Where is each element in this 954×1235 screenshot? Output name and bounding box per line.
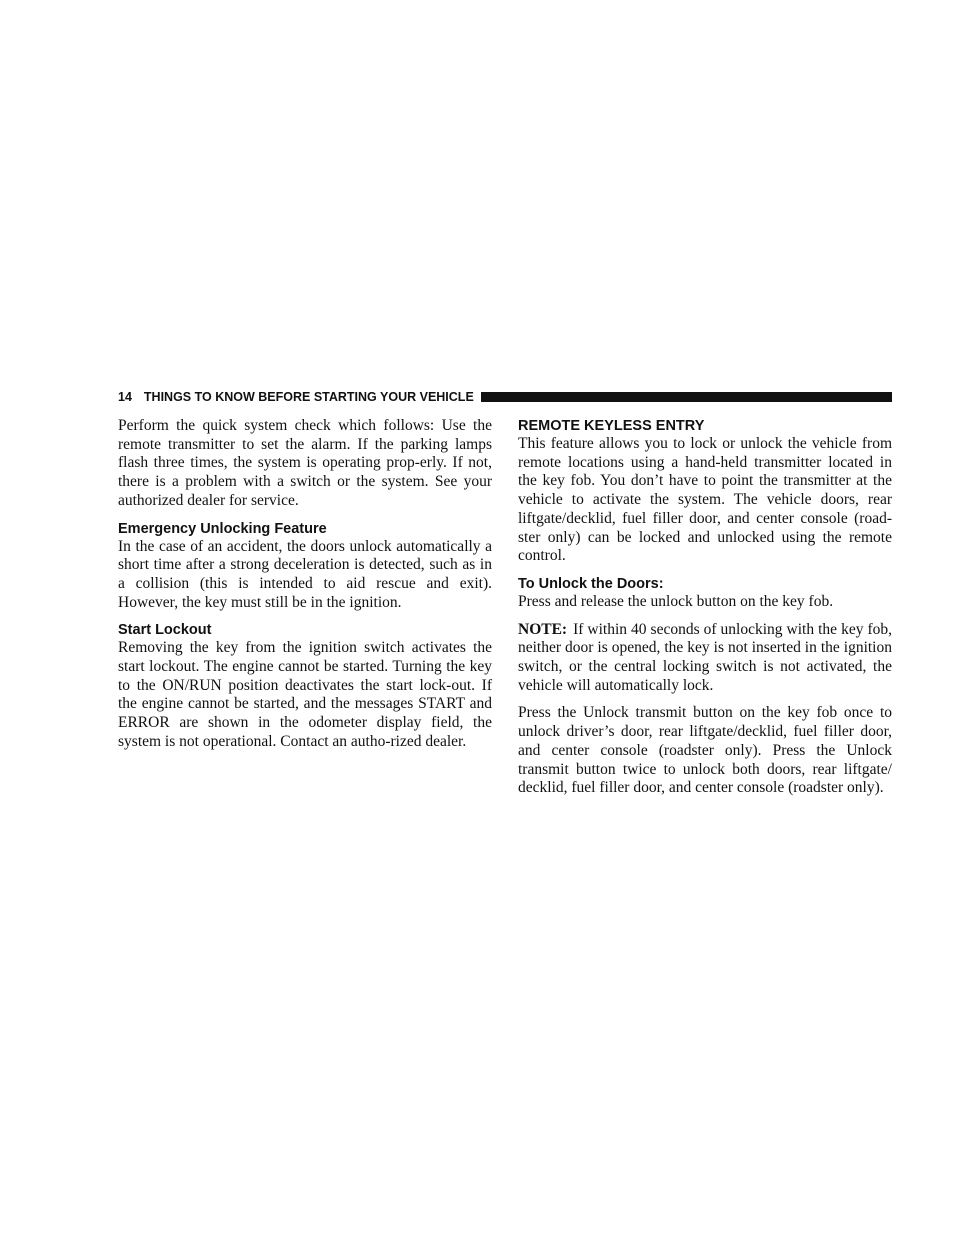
section-title: THINGS TO KNOW BEFORE STARTING YOUR VEHICLE — [143, 390, 474, 404]
note-text: If within 40 seconds of unlocking with the key fob, neither door is opened, the key is not inserted in the ignition switch, or the central locking switch is not activated, the vehicle will automatically lock. — [518, 620, 892, 694]
remote-keyless-entry-heading: REMOTE KEYLESS ENTRY — [518, 418, 705, 434]
start-lockout-heading: Start Lockout — [118, 622, 212, 639]
header-rule — [481, 392, 892, 402]
page-number: 14 — [118, 390, 132, 404]
intro-paragraph: Perform the quick system check which follows: Use the remote transmitter to set the alarm. If the parking lamps flash three times, the system is operating prop-erly. If not, there is a problem with a switch or the system. See your authorized dealer for service. — [118, 417, 492, 509]
remote-keyless-entry-paragraph: This feature allows you to lock or unlock the vehicle from remote locations using a hand-held transmitter located in the key fob. You don’t have to point the transmitter at the vehicle to activate the system. The vehicle doors, rear liftgate/decklid, fuel filler door, and center console (road-ster only) can be locked and unlocked using the remote control. — [518, 435, 892, 565]
emergency-unlocking-paragraph: In the case of an accident, the doors unlock automatically a short time after a strong deceleration is detected, such as in a collision (this is intended to aid rescue and exit). However, the key must still be in the ignition. — [118, 537, 492, 611]
right-column — [518, 417, 892, 807]
note-label: NOTE: — [518, 620, 568, 638]
emergency-unlocking-heading: Emergency Unlocking Feature — [118, 520, 327, 537]
unlock-doors-paragraph: Press and release the unlock button on the key fob. — [518, 592, 834, 610]
page-header — [118, 389, 892, 405]
left-column — [118, 417, 492, 761]
unlock-twice-paragraph: Press the Unlock transmit button on the key fob once to unlock driver’s door, rear liftgate/decklid, fuel filler door, and center console (roadster only). Press the Unlock transmit button twice to unlock both doors, rear liftgate/ decklid, fuel filler door, and center console (roadster only). — [518, 704, 892, 797]
start-lockout-paragraph: Removing the key from the ignition switch activates the start lockout. The engine cannot be started. Turning the key to the ON/RUN position deactivates the start lock-out. If the engine cannot be started, and the messages START and ERROR are shown in the odometer display field, the system is not operational. Contact an autho-rized dealer. — [118, 639, 492, 750]
unlock-doors-heading: To Unlock the Doors: — [518, 575, 664, 592]
note-paragraph — [518, 621, 892, 696]
